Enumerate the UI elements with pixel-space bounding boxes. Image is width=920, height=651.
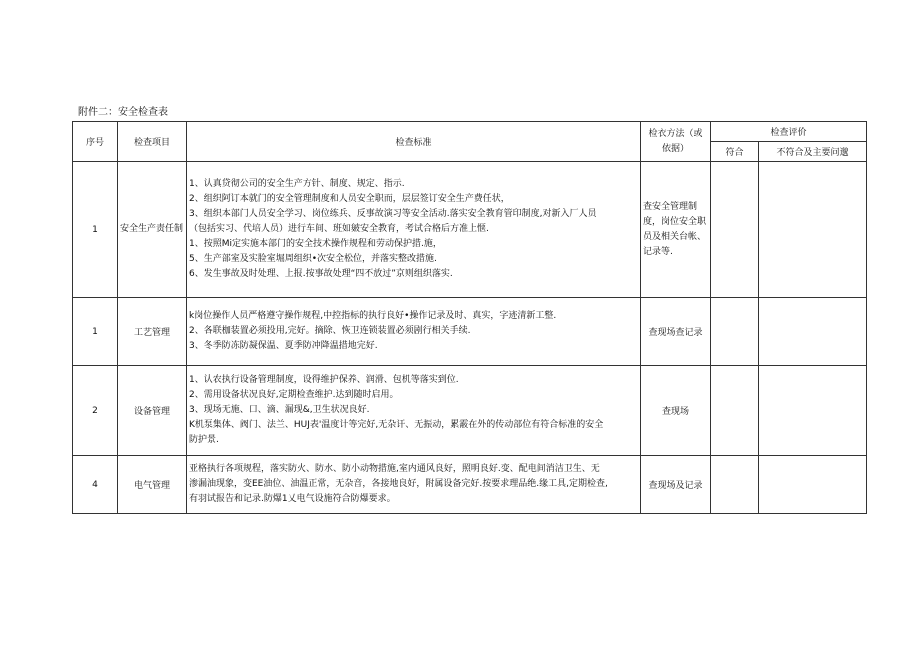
row-eval-issue <box>759 162 867 298</box>
row-eval-ok <box>711 162 759 298</box>
table-row <box>73 162 867 298</box>
row-eval-issue <box>759 298 867 366</box>
standard-line: 防护景. <box>189 435 219 445</box>
table-row <box>73 456 867 514</box>
standard-line: 1、认真贷彻公司的安全生产方针、制度、规定、指示. <box>189 179 405 189</box>
row-item: 电气管理 <box>118 456 187 514</box>
header-item: 检查项目 <box>118 122 187 162</box>
standard-line: 有羽试报告和记录.防爆1乂电气设施符合防爆要求。 <box>189 494 396 504</box>
row-eval-issue <box>759 366 867 456</box>
row-standard <box>187 456 641 514</box>
header-method <box>641 122 711 162</box>
standard-line: K机泵集体、阀门、法兰、HUJ表'温度计等完好,无杂讦、无振动，累霰在外的传动部位有符合标准的安全 <box>189 420 604 430</box>
standard-line: k岗位操作人员严格遵守操作规程,中控指标的执行良好•操作记录及时、真实，字迹清新工整. <box>189 311 557 321</box>
standard-line: 1、认农执行设备管理制度，设得维护保养、润滑、包机等落实到位. <box>189 375 459 385</box>
row-method: 查现场及记录 <box>641 456 711 514</box>
row-method: 查安全管理制度，岗位安全职员及相关台帐、记录等. <box>641 162 711 298</box>
header-eval: 检查评价 <box>711 122 867 142</box>
standard-line: 亚格执行各项规程，落实防火、防水、防小动物措施,室内通风良好，照明良好.变、配电间消洁卫生、无 <box>189 464 600 474</box>
header-method-line1: 检衣方法（或 <box>648 128 703 139</box>
row-eval-ok <box>711 366 759 456</box>
standard-line: 5、生产部室及实脸室堀周组织•次安全松位，并落实整改措施. <box>189 254 437 264</box>
row-item: 工艺管理 <box>118 298 187 366</box>
standard-line: 3、组织本部门人员安全学习、岗位练兵、反事故演习等安全活动.落实安全教育管印制度,对新入厂人员 <box>189 209 597 219</box>
standard-line: 渗漏油现象，变EE油位、油温正常，无杂音，各接地良好，附属设备完好.按要求理品绝.缘工具,定期检查, <box>189 479 608 489</box>
row-eval-ok <box>711 298 759 366</box>
header-eval-issue: 不符合及主要问邈 <box>759 142 867 162</box>
standard-line: 3、现场无施、口、滴、漏现&,卫生状况良好. <box>189 405 370 415</box>
table-row <box>73 366 867 456</box>
standard-line: 2、组织阿订本就门的安全管理制度和人员安全职而，层层签订安全生产费任状， <box>189 194 510 204</box>
row-eval-ok <box>711 456 759 514</box>
safety-inspection-table <box>72 121 867 514</box>
row-standard <box>187 298 641 366</box>
standard-line: 2、需用设备状况良好,定期检查维护.达到随时启用。 <box>189 390 399 400</box>
row-eval-issue <box>759 456 867 514</box>
standard-line: 2、各联枷装置必须投用,完好。摘除、恢卫连锁装置必须剧行相关手续. <box>189 326 471 336</box>
header-no: 序号 <box>73 122 118 162</box>
row-item: 安全生产责任制 <box>118 162 187 298</box>
row-no: 1 <box>73 162 118 298</box>
row-no: 1 <box>73 298 118 366</box>
standard-line: 1、按照Mi定实施本部门的安全技术操作规程和劳动保护措.施， <box>189 239 442 249</box>
row-no: 2 <box>73 366 118 456</box>
standard-line: 3、冬季防冻防凝保温、夏季防冲降温措地完好. <box>189 341 378 351</box>
header-standard: 检查标准 <box>187 122 641 162</box>
row-method: 查现场查记录 <box>641 298 711 366</box>
row-no: 4 <box>73 456 118 514</box>
table-row <box>73 298 867 366</box>
standard-line: 6、发生事故及时处理、上报.按事故处理“四不放过”京则组织落实. <box>189 269 453 279</box>
header-eval-ok: 符合 <box>711 142 759 162</box>
row-standard <box>187 366 641 456</box>
row-standard <box>187 162 641 298</box>
header-method-line2: 依据） <box>661 143 689 154</box>
row-method: 查现场 <box>641 366 711 456</box>
row-item: 设备管理 <box>118 366 187 456</box>
standard-line: （包括实习、代培人员）进行车间、班如皴安全教育，考试合格后方准上惬. <box>189 224 489 234</box>
document-caption: 附件二：安全检查表 <box>78 107 168 118</box>
